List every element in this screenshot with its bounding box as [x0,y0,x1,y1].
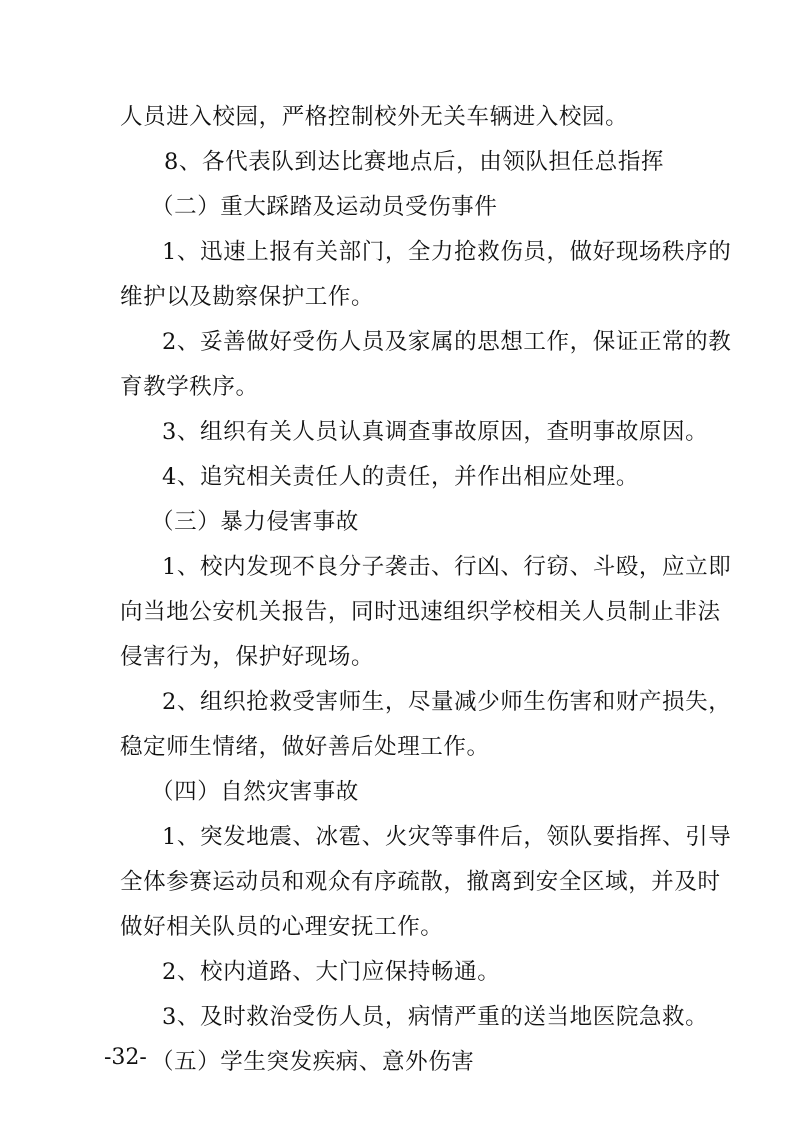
text-line: 全体参赛运动员和观众有序疏散，撤离到安全区域，并及时 [120,869,721,895]
page-number: -32- [104,1045,147,1070]
section-heading: （二）重大踩踏及运动员受伤事件 [151,194,498,220]
text-line: 维护以及勘察保护工作。 [120,284,375,310]
text-line: 侵害行为，保护好现场。 [120,644,375,670]
text-line: 2、妥善做好受伤人员及家属的思想工作，保证正常的教 [162,329,732,355]
section-heading: （四）自然灾害事故 [151,779,359,805]
text-line: 育教学秩序。 [120,374,259,400]
text-line: 3、组织有关人员认真调查事故原因，查明事故原因。 [162,419,709,445]
text-line: 1、突发地震、冰雹、火灾等事件后，领队要指挥、引导 [162,824,732,850]
text-line: 3、及时救治受伤人员，病情严重的送当地医院急救。 [162,1004,709,1030]
text-line: 1、校内发现不良分子袭击、行凶、行窃、斗殴，应立即 [162,554,732,580]
text-line: 做好相关队员的心理安抚工作。 [120,914,444,940]
text-line: 8、各代表队到达比赛地点后，由领队担任总指挥 [164,149,665,175]
text-line: 向当地公安机关报告，同时迅速组织学校相关人员制止非法 [120,599,721,625]
text-line: 稳定师生情绪，做好善后处理工作。 [120,734,490,760]
text-line: 2、组织抢救受害师生，尽量减少师生伤害和财产损失， [162,689,732,715]
text-line: 2、校内道路、大门应保持畅通。 [162,959,501,985]
section-heading: （三）暴力侵害事故 [151,509,359,535]
text-line: 人员进入校园，严格控制校外无关车辆进入校园。 [120,104,629,130]
text-line: 4、追究相关责任人的责任，并作出相应处理。 [162,464,639,490]
text-line: 1、迅速上报有关部门，全力抢救伤员，做好现场秩序的 [162,239,732,265]
section-heading: （五）学生突发疾病、意外伤害 [151,1049,475,1075]
